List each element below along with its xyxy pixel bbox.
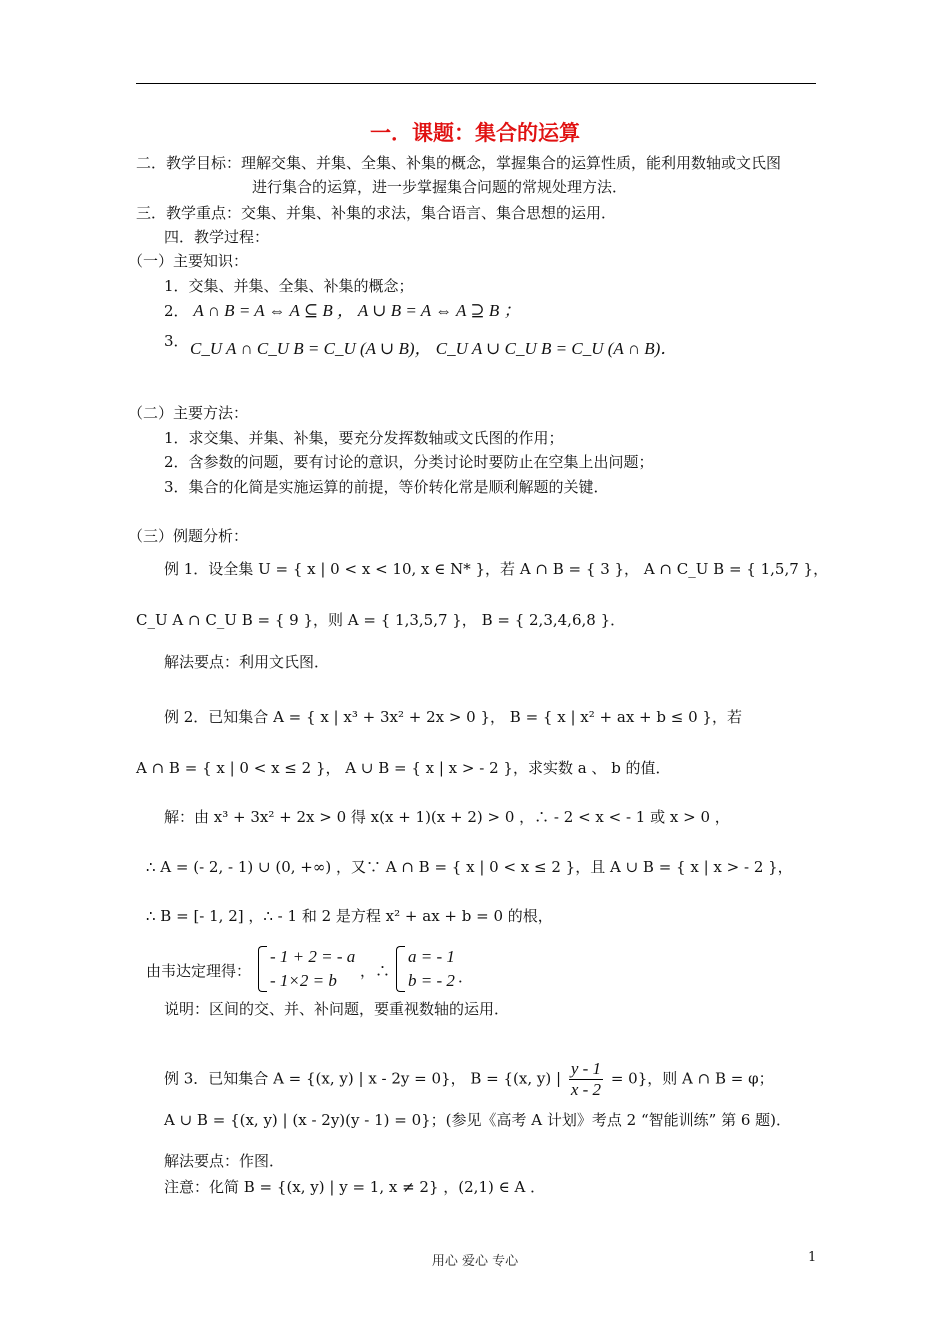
example-3-note: 注意：化简 B = {(x, y) | y = 1, x ≠ 2} ，(2,1) ∈ A ． <box>164 1178 546 1196</box>
example-3-line-1 <box>164 1059 774 1100</box>
knowledge-item-3-formula: C_U A ∩ C_U B = C_U (A ∪ B)， C_U A ∪ C_U B = C_U (A ∩ B)． <box>190 339 678 358</box>
knowledge-item-3-number: 3． <box>164 332 189 350</box>
example-3-line-1-suffix: = 0}，则 A ∩ B = φ； <box>610 1069 774 1088</box>
solution-a: a = - 1 <box>408 947 455 966</box>
section-heading-knowledge: （一）主要知识： <box>128 252 249 270</box>
fraction-denominator: x - 2 <box>570 1080 602 1099</box>
section-heading-methods: （二）主要方法： <box>128 404 249 422</box>
method-item-1: 1．求交集、并集、补集，要充分发挥数轴或文氏图的作用； <box>164 429 564 447</box>
example-2-line-2: A ∩ B = { x | 0 < x ≤ 2 }， A ∪ B = { x | x > - 2 }，求实数 a 、 b 的值． <box>136 759 671 777</box>
solution-period: ． <box>458 968 474 986</box>
example-2-solution-2: ∴ A = (- 2, - 1) ∪ (0, +∞) ，又∵ A ∩ B = { x | 0 < x ≤ 2 }，且 A ∪ B = { x | x > - 2 }， <box>146 858 793 876</box>
knowledge-item-2 <box>164 300 521 322</box>
page-title: 一．课题：集合的运算 <box>370 121 580 145</box>
fraction-numerator: y - 1 <box>570 1059 602 1078</box>
teaching-process: 四．教学过程： <box>164 228 270 246</box>
method-item-3: 3．集合的化简是实施运算的前提，等价转化常是顺利解题的关键． <box>164 478 609 496</box>
example-2-solution-3: ∴ B = [- 1, 2] ，∴ - 1 和 2 是方程 x² + ax + b = 0 的根， <box>146 907 553 925</box>
example-3-solution-hint: 解法要点：作图． <box>164 1152 285 1170</box>
example-1-line-2: C_U A ∩ C_U B = { 9 }，则 A = { 1,3,5,7 }， B = { 2,3,4,6,8 }． <box>136 611 626 629</box>
page-footer: 用心 爱心 专心 <box>431 1254 519 1269</box>
example-2-solution-1: 解：由 x³ + 3x² + 2x > 0 得 x(x + 1)(x + 2) > 0 ，∴ - 2 < x < - 1 或 x > 0 ， <box>164 808 730 826</box>
page-number: 1 <box>808 1250 817 1265</box>
vieta-equation-1: - 1 + 2 = - a <box>270 947 356 966</box>
vieta-equation-2: - 1×2 = b <box>270 971 337 990</box>
section-heading-examples: （三）例题分析： <box>128 527 249 545</box>
knowledge-item-2-number: 2． <box>164 302 189 320</box>
teaching-goal-line-1: 二．教学目标：理解交集、并集、全集、补集的概念，掌握集合的运算性质，能利用数轴或文氏图 <box>136 154 782 172</box>
fraction <box>569 1059 603 1100</box>
example-1-line-1: 例 1．设全集 U = { x | 0 < x < 10, x ∈ N* }，若 A ∩ B = { 3 }， A ∩ C_U B = { 1,5,7 }， <box>164 560 829 578</box>
knowledge-item-2-formula: A ∩ B = A ⇔ A ⊆ B ， A ∪ B = A ⇔ A ⊇ B ； <box>193 301 521 320</box>
method-item-2: 2．含参数的问题，要有讨论的意识，分类讨论时要防止在空集上出问题； <box>164 453 654 471</box>
system-brace-left <box>258 946 267 992</box>
header-rule <box>136 83 816 84</box>
system-brace-right <box>396 946 405 992</box>
example-2-line-1: 例 2．已知集合 A = { x | x³ + 3x² + 2x > 0 }， B = { x | x² + ax + b ≤ 0 }，若 <box>164 708 742 726</box>
therefore-sign: ，∴ <box>360 962 391 980</box>
vieta-label: 由韦达定理得： <box>146 962 252 980</box>
teaching-goal-line-2: 进行集合的运算，进一步掌握集合问题的常规处理方法． <box>252 178 628 196</box>
example-2-note: 说明：区间的交、并、补问题，要重视数轴的运用． <box>164 1000 510 1018</box>
teaching-focus: 三．教学重点：交集、并集、补集的求法，集合语言、集合思想的运用． <box>136 204 617 222</box>
example-3-line-2: A ∪ B = {(x, y) | (x - 2y)(y - 1) = 0}；(参见《高考 A 计划》考点 2 “智能训练” 第 6 题)． <box>164 1111 792 1129</box>
solution-b: b = - 2 <box>408 971 455 990</box>
knowledge-item-1: 1．交集、并集、全集、补集的概念； <box>164 277 414 295</box>
example-3-line-1-prefix: 例 3．已知集合 A = {(x, y) | x - 2y = 0}， B = {(x, y) | <box>164 1069 562 1088</box>
example-1-solution-hint: 解法要点：利用文氏图． <box>164 653 330 671</box>
